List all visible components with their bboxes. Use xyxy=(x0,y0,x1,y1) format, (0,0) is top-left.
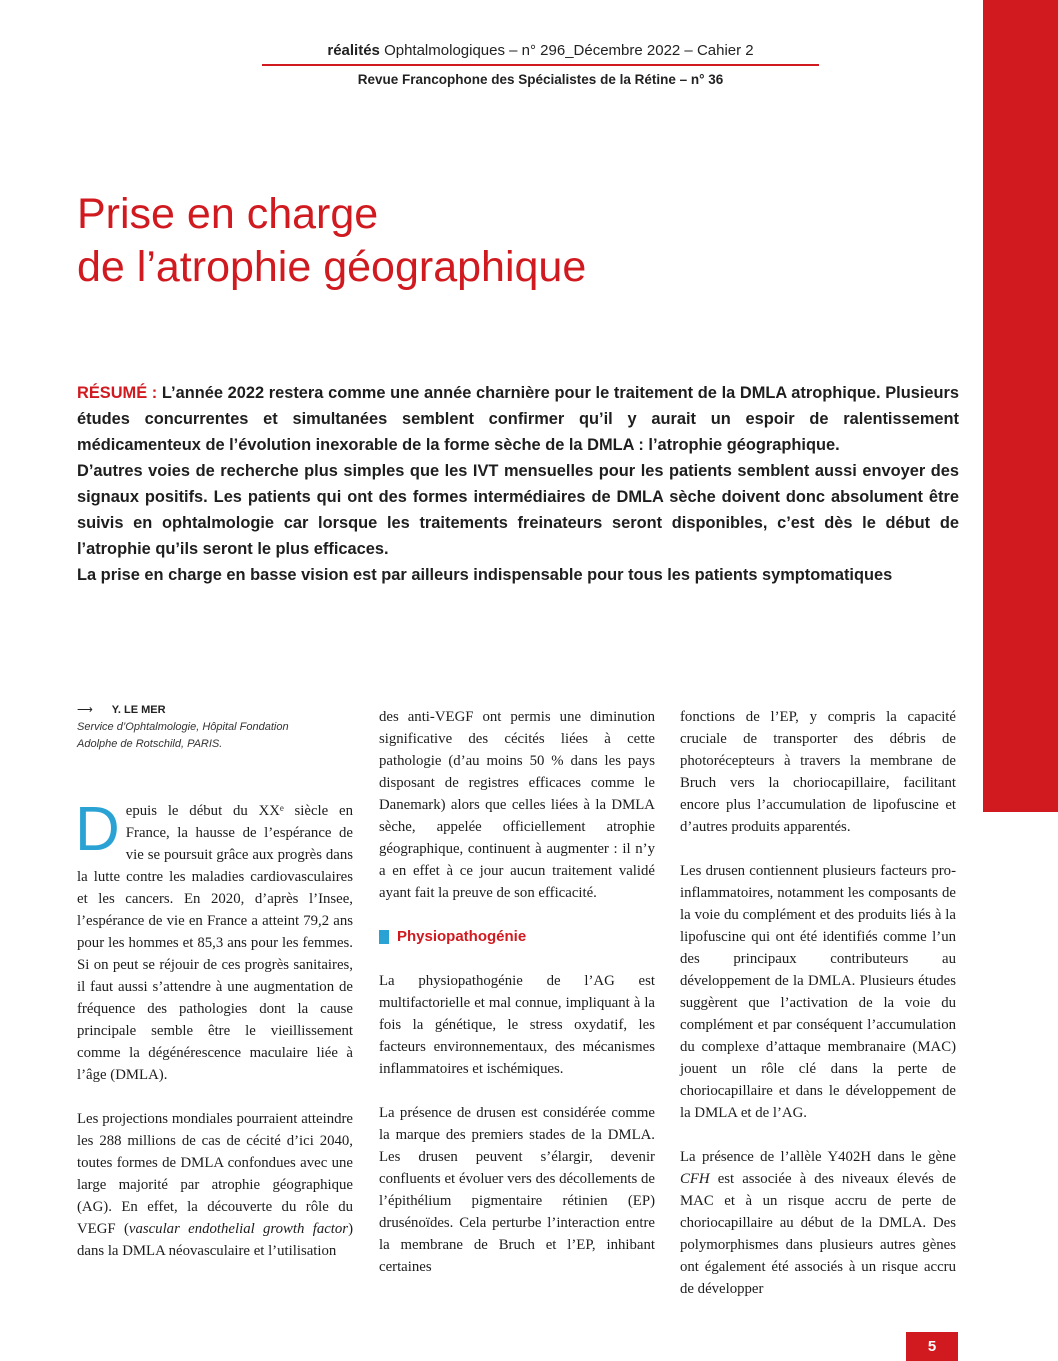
abstract-paragraph-1: L’année 2022 restera comme une année charnière pour le traitement de la DMLA atrophique. Plusieurs études concurrentes et simultanées semblent confirmer qu’il y aurait un espoir de ralentissement médicamenteux de l’évolution inexorable de la forme sèche de la DMLA : l’atrophie géographique. xyxy=(77,384,959,454)
col2-paragraph-1: des anti-VEGF ont permis une diminution significative des cécités liées à cette pathologie (d’au moins 50 % dans les pays disposant de registres efficaces comme le Danemark) alors que celles liées à la DMLA sèche, appelée officiellement atrophie géographique, continuent à augmenter : il n’y a en effet à ce jour aucun traitement validé ayant fait la preuve de son efficacité. xyxy=(379,709,655,901)
affiliation-line-2: Adolphe de Rotschild, PARIS. xyxy=(77,738,223,750)
col2-paragraph-3: La présence de drusen est considérée comme la marque des premiers stades de la DMLA. Les drusen peuvent s’élargir, devenir confluents et évoluer vers des décollements de l’épithélium pigmentaire rétinien (EP) drusénoïdes. Cela perturbe l’interaction entre la membrane de Bruch et l’EP, inhibant certaines xyxy=(379,1105,655,1275)
col3-paragraph-3 xyxy=(680,1146,956,1300)
col1-p2-text: Les projections mondiales pourraient atteindre les 288 millions de cas de cécité d’ici 2040, toutes formes de DMLA confondues avec une large majorité par atrophie géographique (AG). En effet, la découverte du rôle du VEGF ( xyxy=(77,1111,353,1237)
column-2 xyxy=(379,706,655,1300)
affiliation-line-1: Service d’Ophtalmologie, Hôpital Fondation xyxy=(77,721,289,733)
col3-p3-text-end: est associée à des niveaux élevés de MAC et à un risque accru de perte de choriocapillaire au début de la DMLA. Des polymorphismes dans plusieurs autres gènes ont également été associés à un risque accru de développer xyxy=(680,1171,956,1297)
section-title: Physiopathogénie xyxy=(397,928,527,945)
page-number: 5 xyxy=(906,1332,958,1361)
red-side-bar xyxy=(983,0,1058,812)
abstract-label: RÉSUMÉ : xyxy=(77,384,158,402)
journal-subtitle: Revue Francophone des Spécialistes de la Rétine – n° 36 xyxy=(357,72,724,87)
col2-paragraph-2: La physiopathogénie de l’AG est multifactorielle et mal connue, impliquant à la fois la génétique, le stress oxydatif, les facteurs environnementaux, des mécanismes inflammatoires et ischémiques. xyxy=(379,973,655,1077)
journal-name: réalités xyxy=(327,42,380,59)
drop-cap: D xyxy=(75,795,120,864)
col3-paragraph-2: Les drusen contiennent plusieurs facteurs pro-inflammatoires, notamment les composants de la voie du complément et des produits liés à la lipofuscine qui ont été identifiés comme l’un des principaux contributeurs au développement de la DMLA. Plusieurs études suggèrent que l’activation de la voie du complément et par conséquent l’accumulation du complexe d’attaque membranaire (MAC) jouent un rôle clé dans la perte de choriocapillaire et dans le développement de la DMLA et de l’AG. xyxy=(680,863,956,1121)
column-3 xyxy=(680,706,956,1322)
abstract xyxy=(77,380,959,588)
author-name: Y. LE MER xyxy=(111,704,166,716)
author-block xyxy=(77,700,357,753)
col1-p2-text-end: ) dans la DMLA néovasculaire et l’utilisation xyxy=(77,1221,353,1259)
abstract-paragraph-3: La prise en charge en basse vision est par ailleurs indispensable pour tous les patients symptomatiques xyxy=(77,566,893,584)
title-line-2: de l’atrophie géographique xyxy=(77,243,587,291)
header-rule xyxy=(262,64,819,66)
article-title xyxy=(77,188,937,294)
col1-p2-italic: vascular endothelial growth factor xyxy=(128,1221,349,1237)
author-affiliation xyxy=(77,719,357,753)
col3-p3-italic: CFH xyxy=(680,1171,710,1187)
abstract-paragraph-2: D’autres voies de recherche plus simples que les IVT mensuelles pour les patients semblent aussi envoyer des signaux positifs. Les patients qui ont des formes intermédiaires de DMLA sèche doivent donc absolument être suivis en ophtalmologie car lorsque les traitements freinateurs seront disponibles, c’est dès le début de l’atrophie qu’ils seront le plus efficaces. xyxy=(77,462,959,558)
col3-paragraph-1: fonctions de l’EP, y compris la capacité cruciale de transporter des débris de photorécepteurs à travers la membrane de Bruch vers la choriocapillaire, facilitant encore plus l’accumulation de lipofuscine et d’autres produits apparentés. xyxy=(680,709,956,835)
title-line-1: Prise en charge xyxy=(77,190,379,238)
journal-header xyxy=(262,42,819,59)
col3-p3-text: La présence de l’allèle Y402H dans le gène xyxy=(680,1149,956,1165)
section-heading xyxy=(379,926,655,948)
arrow-right-icon: ⟶ xyxy=(77,704,93,716)
journal-issue: Ophtalmologiques – n° 296_Décembre 2022 – Cahier 2 xyxy=(379,42,754,59)
col1-paragraph-1: epuis le début du XXᵉ siècle en France, la hausse de l’espérance de vie se poursuit grâce aux progrès dans la lutte contre les maladies cardiovasculaires et les cancers. En 2020, d’après l’Insee, l’espérance de vie en France a atteint 79,2 ans pour les hommes et 85,3 ans pour les femmes. Si on peut se réjouir de ces progrès sanitaires, il faut aussi s’attendre à une augmentation de fréquence des pathologies dont la cause principale semble être le vieillissement comme la dégénérescence maculaire liée à l’âge (DMLA). xyxy=(77,803,353,1083)
column-1 xyxy=(75,795,353,1284)
col1-paragraph-2 xyxy=(77,1108,353,1262)
section-marker-icon xyxy=(379,930,389,944)
